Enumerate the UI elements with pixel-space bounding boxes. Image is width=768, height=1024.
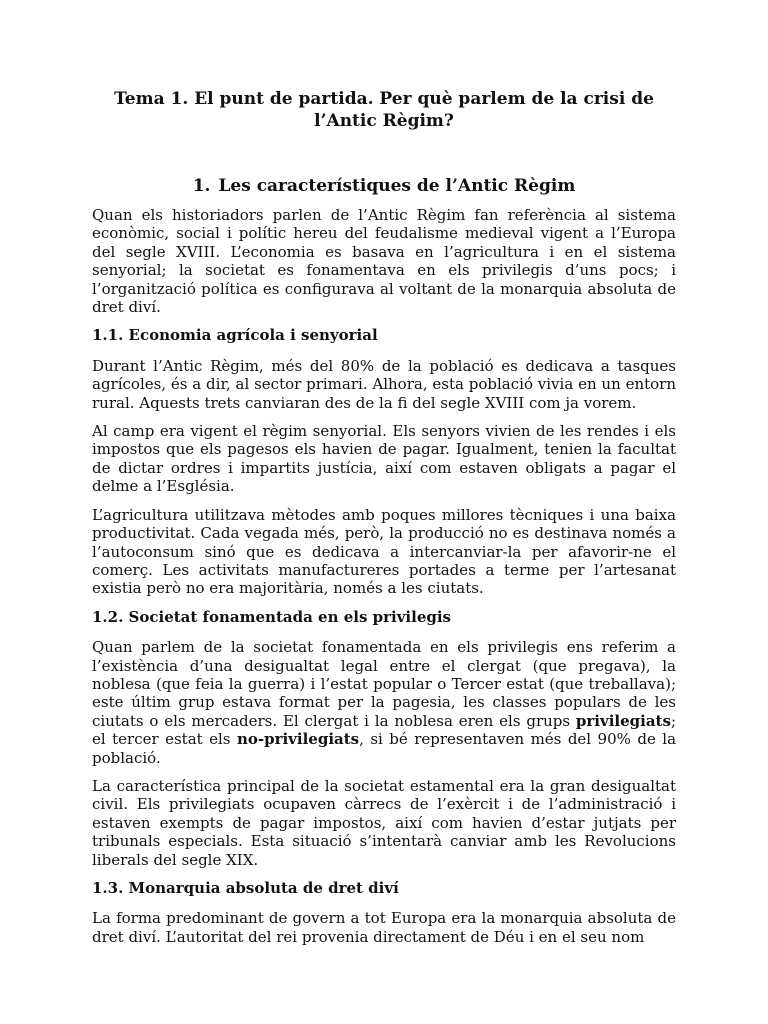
paragraph-1-1-c: L’agricultura utilitzava mètodes amb poques millores tècniques i una baixa productivitat. Cada vegada més, però, la producció no es destinava només a l’autoconsum sinó que es dedicava a intercanviar-la per afavorir-ne el comerç. Les activitats manufactureres portades a terme per l’artesanat existia però no era majoritària, només a les ciutats.	[92, 505, 676, 598]
paragraph-1-2-a-part2: ; el tercer estat els	[92, 711, 676, 749]
intro-paragraph: Quan els historiadors parlen de l’Antic Règim fan referència al sistema econòmic, social i polític hereu del feudalisme medieval vigent a l’Europa del segle XVIII. L’economia es basava en l’agricultura i en el sistema senyorial; la societat es fonamentava en els privilegis d’uns pocs; i l’organització política es configurava al voltant de la monarquia absoluta de dret diví.	[92, 206, 676, 317]
subsection-heading-1-1: 1.1. Economia agrícola i senyorial	[92, 326, 378, 345]
paragraph-1-2-b: La característica principal de la societat estamental era la gran desigualtat civil. Els privilegiats ocupaven càrrecs de l’exèrcit i de l’administració i estaven exempts de pagar impostos, així com havien d’estar jutjats per tribunals especials. Esta situació s’intentarà canviar amb les Revolucions liberals del segle XIX.	[92, 776, 676, 869]
document-title: Tema 1. El punt de partida. Per què parlem de la crisi de l’Antic Règim?	[114, 89, 654, 131]
paragraph-1-3-a: La forma predominant de govern a tot Europa era la monarquia absoluta de dret diví. L’autoritat del rei provenia directament de Déu i en el seu nom	[92, 909, 676, 946]
paragraph-1-2-a-part1: Quan parlem de la societat fonamentada en els privilegis ens referim a l’existència d’una desigualtat legal entre el clergat (que pregava), la noblesa (que feia la guerra) i l’estat popular o Tercer estat (que treballava); este últim grup estava format per la pagesia, les classes populars de les ciutats o els mercaders. El clergat i la noblesa eren els grups	[92, 638, 676, 730]
section-heading-text: Les característiques de l’Antic Règim	[218, 176, 576, 196]
paragraph-1-1-b: Al camp era vigent el règim senyorial. Els senyors vivien de les rendes i els impostos que els pagesos els havien de pagar. Igualment, tenien la facultat de dictar ordres i impartits justícia, així com estaven obligats a pagar el delme a l’Església.	[92, 422, 676, 496]
term-no-privilegiats: no-privilegiats	[236, 730, 360, 749]
section-number: 1.	[192, 176, 211, 196]
section-heading	[92, 174, 676, 198]
subsection-heading-1-3: 1.3. Monarquia absoluta de dret diví	[92, 879, 399, 897]
term-privilegiats: privilegiats	[575, 711, 671, 730]
paragraph-1-1-a: Durant l’Antic Règim, més del 80% de la població es dedicava a tasques agrícoles, és a dir, al sector primari. Alhora, esta població vivia en un entorn rural. Aquests trets canviaran des de la fi del segle XVIII com ja vorem.	[92, 356, 676, 412]
paragraph-1-2-a-part3: , si bé representaven més del 90% de la població.	[92, 730, 677, 767]
subsection-heading-1-2: 1.2. Societat fonamentada en els privilegis	[92, 607, 451, 626]
document-body	[92, 206, 676, 956]
paragraph-1-2-a	[92, 638, 676, 767]
